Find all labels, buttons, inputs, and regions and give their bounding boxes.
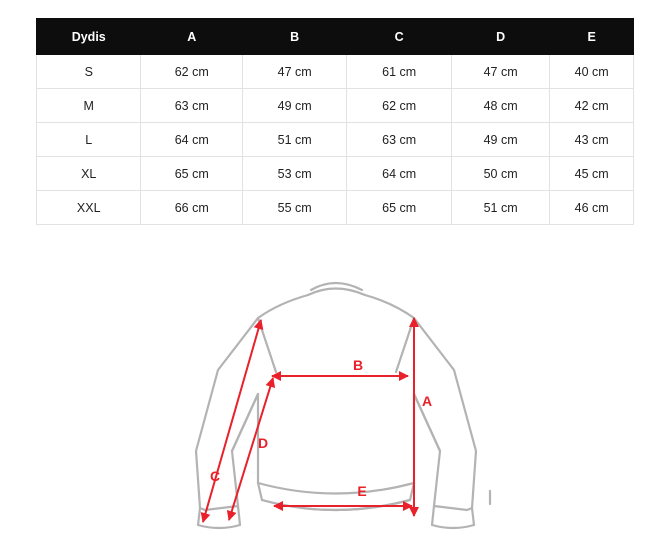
cell-d: 49 cm — [451, 123, 550, 157]
size-table-body — [37, 55, 634, 225]
measurement-diagram — [0, 238, 670, 560]
measure-label-e: E — [357, 483, 367, 499]
cell-b: 51 cm — [242, 123, 346, 157]
cell-b: 53 cm — [242, 157, 346, 191]
cell-a: 66 cm — [141, 191, 242, 225]
measure-label-c: C — [209, 468, 221, 484]
table-row — [37, 191, 634, 225]
cell-c: 62 cm — [347, 89, 451, 123]
table-row — [37, 123, 634, 157]
cell-e: 45 cm — [550, 157, 634, 191]
measure-label-d: D — [257, 435, 269, 451]
table-row — [37, 89, 634, 123]
cell-d: 47 cm — [451, 55, 550, 89]
cell-e: 46 cm — [550, 191, 634, 225]
cell-d: 48 cm — [451, 89, 550, 123]
table-row — [37, 157, 634, 191]
size-table — [36, 18, 634, 225]
sweatshirt-outline-icon — [196, 283, 490, 528]
measure-label-a: A — [422, 393, 433, 409]
table-header-row — [37, 19, 634, 55]
cell-c: 63 cm — [347, 123, 451, 157]
cell-a: 64 cm — [141, 123, 242, 157]
cell-a: 65 cm — [141, 157, 242, 191]
cell-a: 63 cm — [141, 89, 242, 123]
cell-size: L — [37, 123, 141, 157]
column-header-b: B — [242, 19, 346, 55]
cell-d: 50 cm — [451, 157, 550, 191]
cell-c: 65 cm — [347, 191, 451, 225]
cell-a: 62 cm — [141, 55, 242, 89]
cell-c: 61 cm — [347, 55, 451, 89]
cell-size: XL — [37, 157, 141, 191]
cell-b: 55 cm — [242, 191, 346, 225]
column-header-a: A — [141, 19, 242, 55]
cell-e: 43 cm — [550, 123, 634, 157]
cell-b: 47 cm — [242, 55, 346, 89]
measure-label-b: B — [352, 357, 364, 373]
cell-size: M — [37, 89, 141, 123]
column-header-size: Dydis — [37, 19, 141, 55]
cell-b: 49 cm — [242, 89, 346, 123]
column-header-d: D — [451, 19, 550, 55]
cell-e: 40 cm — [550, 55, 634, 89]
column-header-c: C — [347, 19, 451, 55]
cell-d: 51 cm — [451, 191, 550, 225]
size-table-header — [37, 19, 634, 55]
column-header-e: E — [550, 19, 634, 55]
size-table-container — [36, 18, 634, 225]
table-row — [37, 55, 634, 89]
cell-size: S — [37, 55, 141, 89]
cell-c: 64 cm — [347, 157, 451, 191]
cell-e: 42 cm — [550, 89, 634, 123]
cell-size: XXL — [37, 191, 141, 225]
